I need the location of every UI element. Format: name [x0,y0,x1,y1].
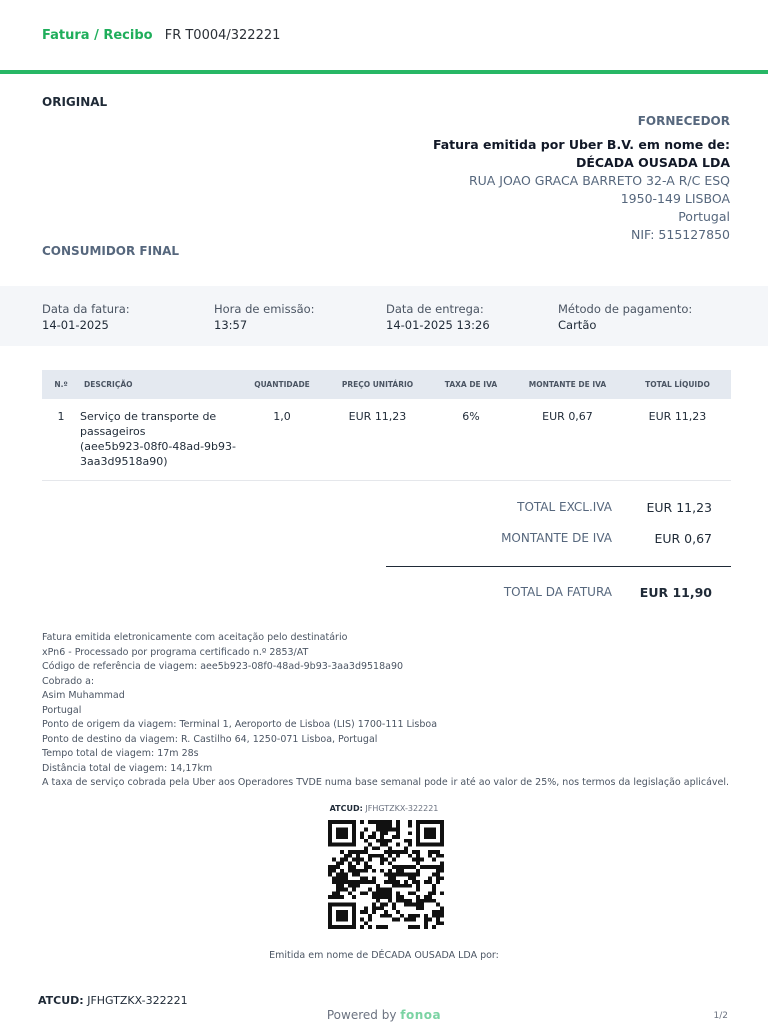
row-unit-price: EUR 11,23 [348,410,407,423]
invoice-date-label: Data da fatura: [42,302,130,316]
qr-atcud [0,804,768,813]
note-line: xPn6 - Processado por programa certificado n.º 2853/AT [42,646,309,658]
invoice-total-label: TOTAL DA FATURA [503,585,612,599]
footer-atcud [38,994,188,1007]
consumer-label: CONSUMIDOR FINAL [42,244,180,258]
totals-block [386,496,731,612]
note-line: Asim Muhammad [42,690,125,701]
footer-atcud-label: ATCUD: [38,994,84,1007]
supplier-label: FORNECEDOR [637,114,730,128]
invoice-notes [42,631,742,791]
col-number: N.º [54,380,68,389]
row-quantity: 1,0 [273,410,291,423]
issued-on-behalf: Emitida em nome de DÉCADA OUSADA LDA por: [269,950,499,961]
row-description-line3: (aee5b923-08f0-48ad-9b93- [80,440,236,453]
note-line: Fatura emitida eletronicamente com aceitação pelo destinatário [42,632,348,643]
note-line: Portugal [42,704,82,716]
invoice-meta-band [0,286,768,346]
col-vat-rate: TAXA DE IVA [444,380,498,389]
payment-method-value: Cartão [558,318,597,332]
row-number: 1 [57,410,65,423]
delivery-date-value: 14-01-2025 13:26 [386,318,490,332]
header-divider [0,70,768,74]
line-items-table [42,370,731,481]
note-line: Ponto de destino da viagem: R. Castilho 64, 1250-071 Lisboa, Portugal [42,733,378,745]
qr-atcud-label: ATCUD: [329,804,363,813]
invoice-header [42,28,280,43]
page-number: 1/2 [713,1011,728,1021]
footer-atcud-value: JFHGTZKX-322221 [87,994,188,1007]
issue-time-value: 13:57 [214,318,248,332]
delivery-date [386,301,490,333]
payment-method-label: Método de pagamento: [558,302,693,316]
total-excl-vat-label: TOTAL EXCL.IVA [517,500,612,514]
invoice-date-value: 14-01-2025 [42,318,109,332]
row-net-total: EUR 11,23 [648,410,707,423]
row-vat-amount: EUR 0,67 [542,410,593,423]
note-line: A taxa de serviço cobrada pela Uber aos Operadores TVDE numa base semanal pode ir até ao valor de 25%, nos termos da legislação aplicável. [42,777,730,788]
row-description [80,399,240,480]
totals-divider [386,566,731,567]
table-row [42,399,731,480]
invoice-date [42,301,130,333]
original-label: ORIGINAL [42,95,108,109]
col-description: DESCRIÇÃO [84,380,133,389]
qr-atcud-value: JFHGTZKX-322221 [365,804,439,813]
powered-by-text: Powered by [326,1008,397,1022]
qr-section [0,804,768,813]
note-line: Distância total de viagem: 14,17km [42,762,213,774]
delivery-date-label: Data de entrega: [386,302,484,316]
note-line: Cobrado a: [42,675,95,687]
document-number: FR T0004/322221 [164,28,281,43]
note-line: Ponto de origem da viagem: Terminal 1, Aeroporto de Lisboa (LIS) 1700-111 Lisboa [42,719,438,730]
supplier-address-line1: RUA JOAO GRACA BARRETO 32-A R/C ESQ [468,173,730,188]
qr-code-icon [328,820,444,929]
issue-time-label: Hora de emissão: [214,302,315,316]
vat-amount-row [386,527,731,558]
col-unit-price: PREÇO UNITÁRIO [341,380,414,389]
row-vat-rate: 6% [462,410,480,423]
vat-amount-label: MONTANTE DE IVA [501,531,612,545]
total-excl-vat-value: EUR 11,23 [646,500,712,515]
invoice-total-value: EUR 11,90 [639,585,712,600]
row-description-line1: Serviço de transporte de [80,410,217,423]
col-quantity: QUANTIDADE [254,380,310,389]
row-description-line2: passageiros [80,425,146,438]
table-header-row [42,370,731,399]
total-excl-vat-row [386,496,731,527]
row-description-line4: 3aa3d9518a90) [80,455,168,468]
supplier-country: Portugal [678,209,730,224]
note-line: Código de referência de viagem: aee5b923-08f0-48ad-9b93-3aa3d9518a90 [42,661,404,672]
col-net-total: TOTAL LÍQUIDO [645,380,710,389]
issue-time [214,301,315,333]
powered-by [0,1008,768,1022]
note-line: Tempo total de viagem: 17m 28s [42,748,199,759]
invoice-total-row [386,581,731,612]
supplier-nif: NIF: 515127850 [630,227,730,242]
payment-method [558,301,692,333]
supplier-address-line2: 1950-149 LISBOA [620,191,730,206]
document-type: Fatura / Recibo [42,28,153,43]
supplier-block [433,112,730,244]
col-vat-amount: MONTANTE DE IVA [528,380,607,389]
fonoa-logo: fonoa [400,1008,442,1022]
supplier-name: DÉCADA OUSADA LDA [575,155,730,170]
supplier-issued-by: Fatura emitida por Uber B.V. em nome de: [432,137,730,152]
vat-amount-value: EUR 0,67 [654,531,712,546]
